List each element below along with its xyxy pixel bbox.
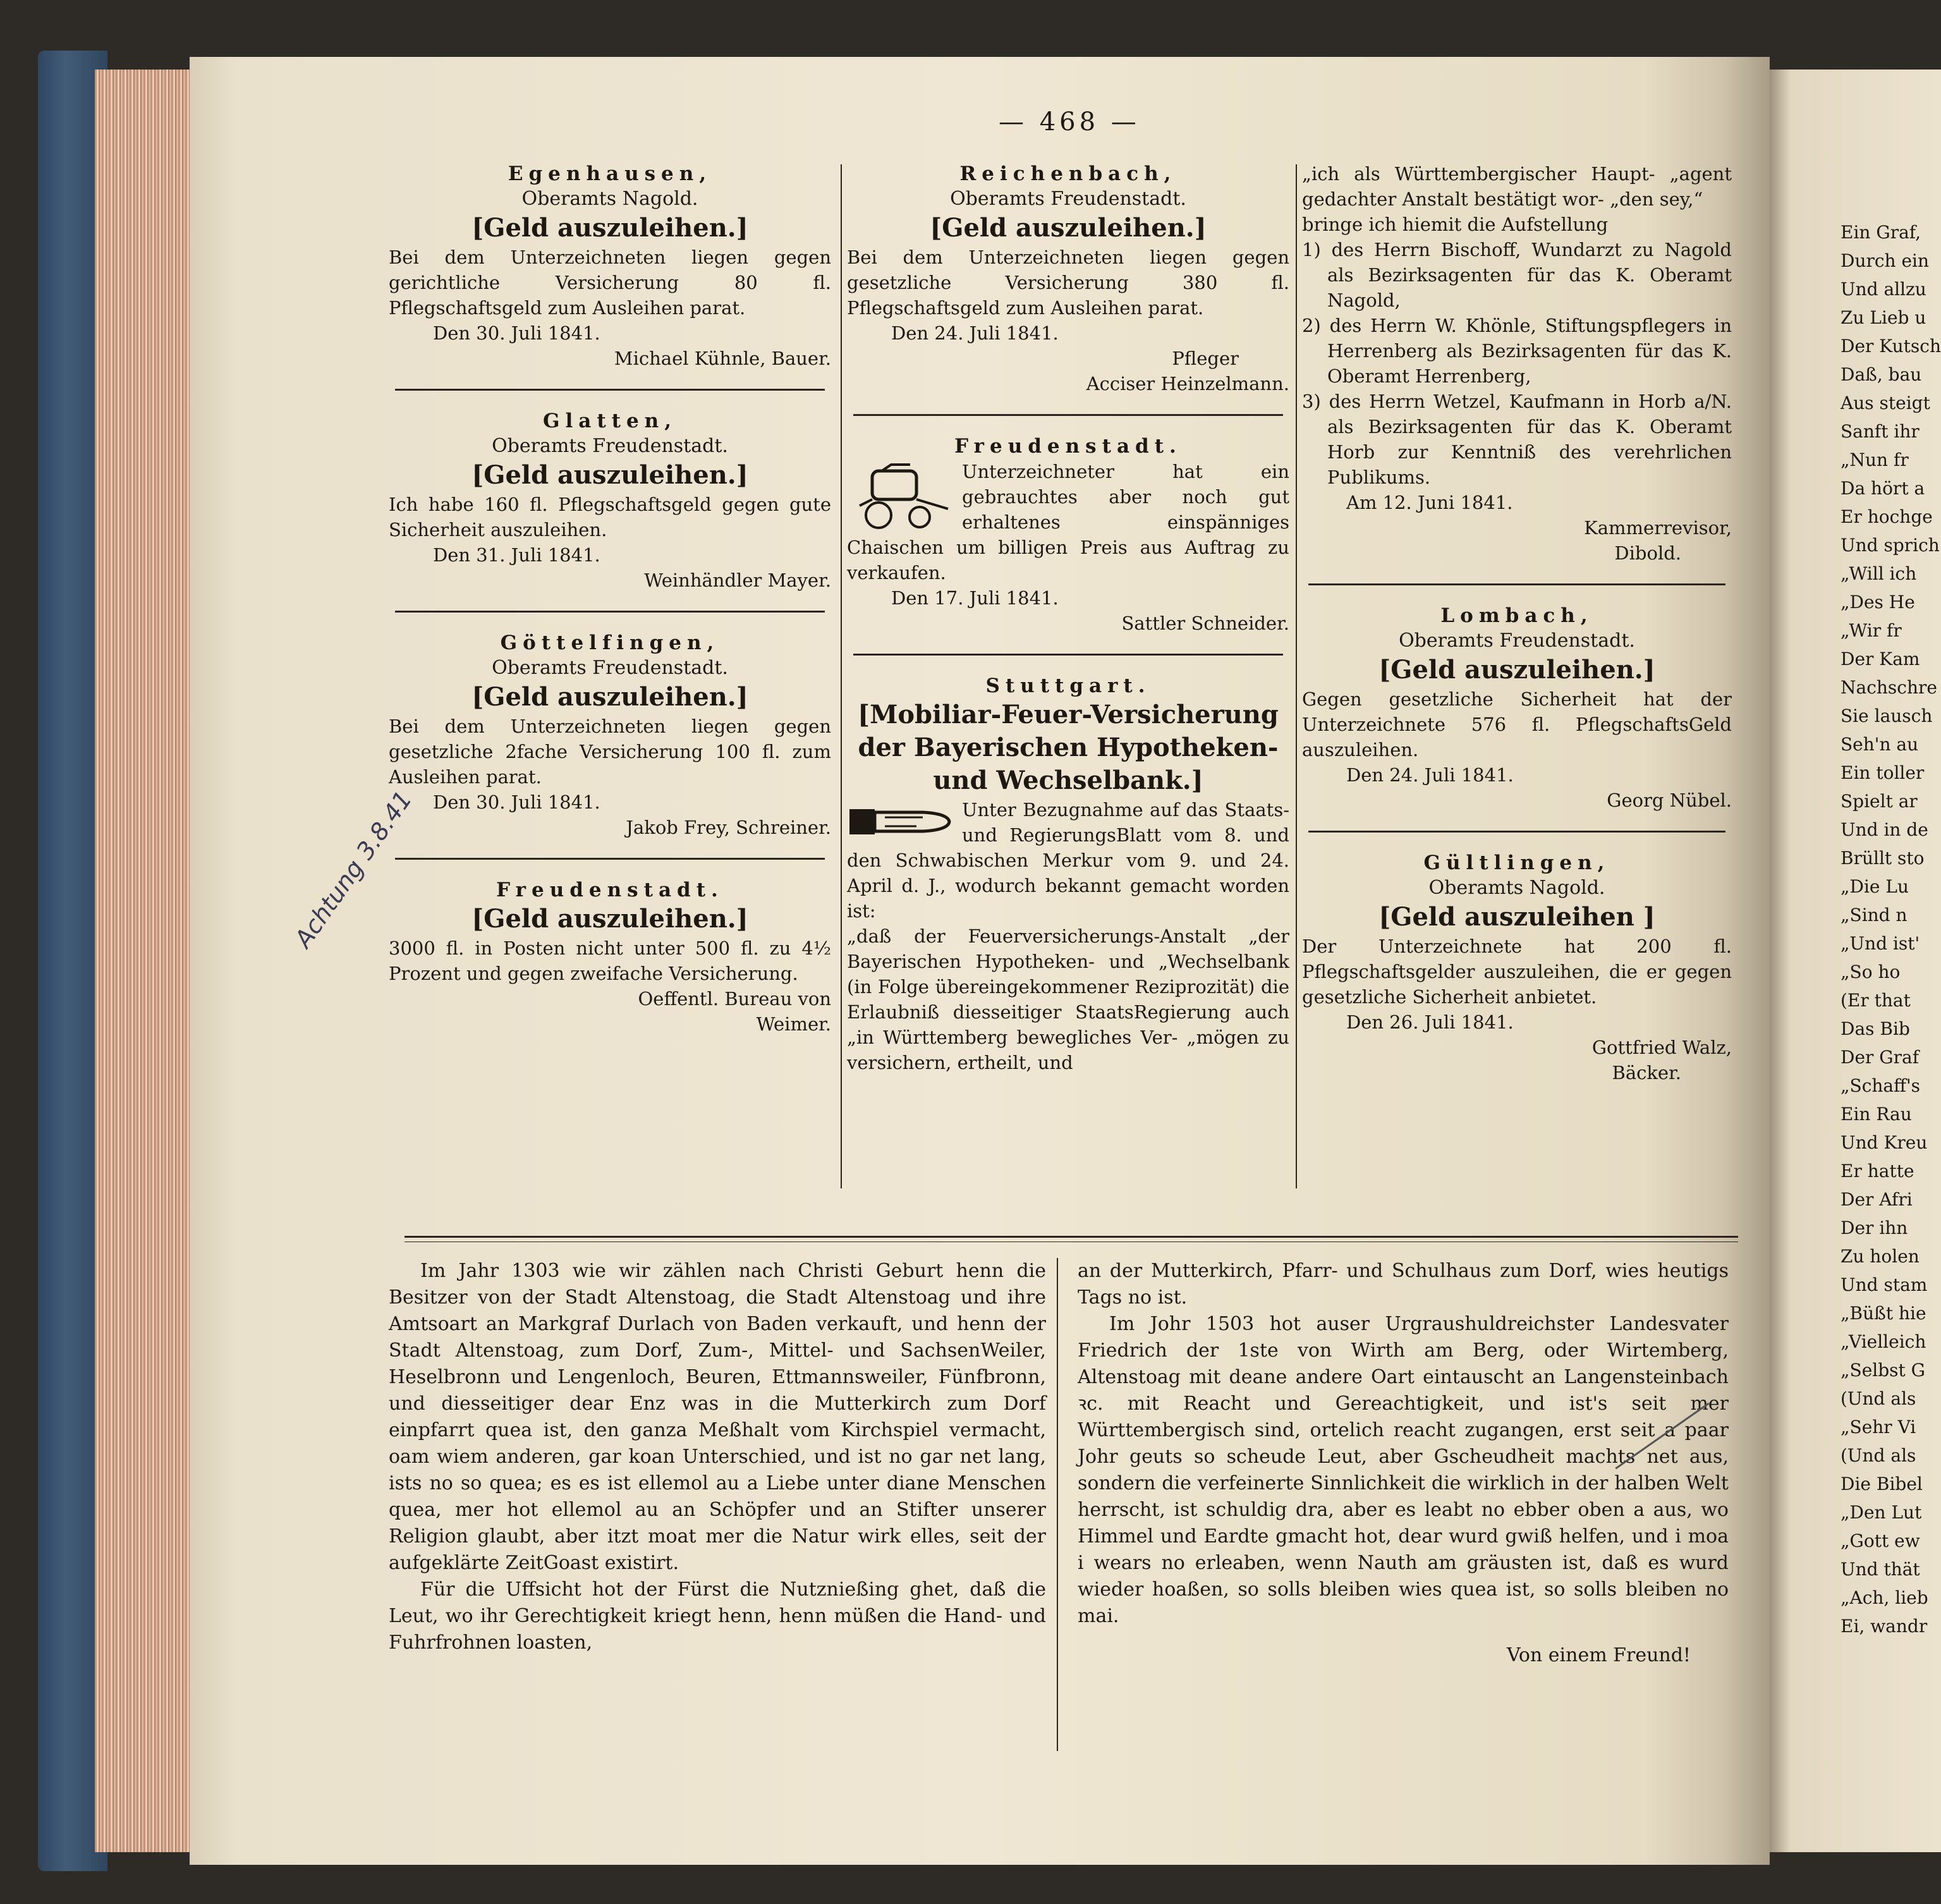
- text-line: „Schaff's: [1841, 1075, 1921, 1096]
- ad-body-wrap: [847, 459, 1289, 585]
- text-line: Und in de: [1841, 819, 1928, 840]
- ad-signature: Georg Nübel.: [1607, 790, 1732, 811]
- ad-separator: [853, 414, 1283, 416]
- list-item: 3) des Herrn Wetzel, Kaufmann in Horb a/N. als Bezirksagenten für das K. Oberamt Horb zur Kenntniß des verehrlichen Publikums.: [1302, 391, 1732, 488]
- column-2: [847, 161, 1289, 1075]
- text-line: „Des He: [1841, 592, 1915, 613]
- ad-date: Den 26. Juli 1841.: [1346, 1011, 1514, 1033]
- ad-egenhausen: [389, 161, 831, 371]
- column-divider: [1296, 164, 1297, 1188]
- ad-place: Gültlingen,: [1423, 851, 1610, 874]
- ad-body: 3000 fl. in Posten nicht unter 500 fl. zu 4½ Prozent und gegen zweifache Versicherung.: [389, 937, 831, 984]
- text-line: „Ach, lieb: [1841, 1587, 1928, 1608]
- ad-signature: Oeffentl. Bureau von: [638, 988, 831, 1010]
- text-line: Zu holen: [1841, 1246, 1920, 1267]
- text-line: „Die Lu: [1841, 876, 1909, 897]
- text-line: Und Kreu: [1841, 1132, 1928, 1153]
- story-paragraph: Im Johr 1503 hot auser Urgraushuldreichster Landesvater Friedrich der 1ste von Wirth am Berg, oder Wirtemberg, Altenstoag mit deane andere Oart eintauscht an Langensteinbach ꝛc. mit Reacht und Gereachtigkeit, und ist's seit mer Württembergisch sind, ortelich reacht zugangen, erst seit a paar Johr geuts so scheude Leut, aber Gscheudheit machts net aus, sondern die verfeinerte Sinnlichkeit die wirklich in der halben Welt herrscht, ist schuldig dra, aber es leabt no ebber oben a aus, wo Himmel und Eardte gmacht hot, dear wurd gwiß helfen, und i moa i wears no erleaben, wenn Nauth am gräusten ist, daß es wurd wieder hoaßen, so solls bleiben wies quea ist, so solls bleiben no mai.: [1078, 1313, 1729, 1627]
- text-line: Da hört a: [1841, 478, 1925, 499]
- ad-separator: [853, 654, 1283, 656]
- ad-separator: [1308, 583, 1725, 585]
- ad-body: Ich habe 160 fl. Pflegschaftsgeld gegen gute Sicherheit auszuleihen.: [389, 494, 831, 540]
- text-line: „Will ich: [1841, 563, 1917, 584]
- text-line: „Selbst G: [1841, 1360, 1926, 1381]
- text-line: „Büßt hie: [1841, 1303, 1926, 1324]
- text-line: „Sehr Vi: [1841, 1417, 1916, 1437]
- text-line: Aus steigt: [1841, 393, 1930, 413]
- story-right-column: [1078, 1258, 1729, 1669]
- ad-heading: [Geld auszuleihen.]: [472, 213, 748, 243]
- text-line: Der Kam: [1841, 649, 1920, 669]
- ad-signature: Jakob Frey, Schreiner.: [626, 817, 831, 838]
- story-paragraph: Für die Uffsicht hot der Fürst die Nutznießing ghet, daß die Leut, wo ihr Gerechtigkeit kriegt henn, henn müßen die Hand- und Fuhrfrohnen loasten,: [389, 1578, 1046, 1654]
- text-line: Und sprich: [1841, 535, 1940, 556]
- text-line: Und stam: [1841, 1274, 1928, 1295]
- handwritten-note: Achtung 3.8.41: [289, 786, 418, 953]
- ad-place: Freudenstadt.: [954, 435, 1182, 458]
- ad-place: Reichenbach,: [959, 162, 1177, 185]
- ad-date: Den 24. Juli 1841.: [1346, 764, 1514, 786]
- ad-goettelfingen: [389, 630, 831, 840]
- ad-district: Oberamts Freudenstadt.: [492, 435, 728, 457]
- ad-place: Lombach,: [1440, 604, 1593, 627]
- text-line: Der Graf: [1841, 1047, 1920, 1068]
- ad-signature: Michael Kühnle, Bauer.: [614, 348, 831, 369]
- text-line: Die Bibel: [1841, 1474, 1923, 1494]
- ad-signature: Kammerrevisor,: [1584, 517, 1732, 539]
- text-line: Der Afri: [1841, 1189, 1913, 1210]
- text-line: Ein toller: [1841, 762, 1925, 783]
- ad-signature: Weimer.: [756, 1013, 831, 1035]
- ad-gueltlingen: [1302, 850, 1732, 1085]
- ad-place: Freudenstadt.: [496, 879, 724, 901]
- text-line: Ein Rau: [1841, 1104, 1912, 1125]
- ad-place: Stuttgart.: [985, 674, 1151, 697]
- story-paragraph: an der Mutterkirch, Pfarr- und Schulhaus zum Dorf, wies heutigs Tags no ist.: [1078, 1260, 1729, 1309]
- text-line: (Er that: [1841, 990, 1911, 1011]
- text-line: „Vielleich: [1841, 1331, 1926, 1352]
- ad-separator: [395, 611, 825, 613]
- text-line: Er hatte: [1841, 1161, 1914, 1181]
- column-1: [389, 161, 831, 1037]
- text-line: „So ho: [1841, 961, 1901, 982]
- list-item: 2) des Herrn W. Khönle, Stiftungspflegers in Herrenberg als Bezirksagenten für das K. Oberamt Herrenberg,: [1302, 315, 1732, 387]
- column-divider: [1057, 1258, 1058, 1751]
- right-page-text: [1841, 218, 1941, 1640]
- page-edges: [95, 70, 196, 1852]
- ad-body-wrap: [847, 797, 1289, 924]
- text-line: Durch ein: [1841, 250, 1930, 271]
- text-line: (Und als: [1841, 1445, 1916, 1466]
- ad-place: Egenhausen,: [508, 162, 712, 185]
- column-3: [1302, 161, 1732, 1085]
- ad-body: Gegen gesetzliche Sicherheit hat der Unterzeichnete 576 fl. PflegschaftsGeld auszuleihen.: [1302, 688, 1732, 760]
- text-line: Und allzu: [1841, 279, 1926, 300]
- ad-glatten: [389, 408, 831, 593]
- ad-date: Am 12. Juni 1841.: [1346, 492, 1513, 513]
- ad-signature: Sattler Schneider.: [1121, 613, 1289, 634]
- ad-body: bringe ich hiemit die Aufstellung: [1302, 214, 1609, 235]
- ad-heading: [Geld auszuleihen ]: [1378, 902, 1655, 932]
- ad-separator: [395, 858, 825, 860]
- text-line: Sanft ihr: [1841, 421, 1920, 442]
- ad-date: Den 31. Juli 1841.: [433, 544, 600, 566]
- text-line: „Den Lut: [1841, 1502, 1922, 1523]
- ad-quote: „daß der Feuerversicherungs-Anstalt „der Bayerischen Hypotheken- und „Wechselbank (in Folge übereingekommener Reziprozität) die Erlaubniß diesseitiger StaatsRegierung auch „in Württemberg bewegliches Ver- „mögen zu versichern, ertheilt, und: [847, 925, 1289, 1073]
- ad-body: Unter Bezugnahme auf das Staats- und RegierungsBlatt vom 8. und den Schwabischen Merkur vom 9. und 24. April d. J., wodurch bekannt gemacht worden ist:: [847, 799, 1289, 922]
- text-line: Sie lausch: [1841, 705, 1933, 726]
- ad-heading: [Geld auszuleihen.]: [472, 460, 748, 490]
- ad-freudenstadt-carriage: [847, 434, 1289, 636]
- text-line: Daß, bau: [1841, 364, 1922, 385]
- text-line: Der Kutsch: [1841, 336, 1941, 357]
- ad-district: Oberamts Freudenstadt.: [950, 188, 1186, 210]
- ad-place: Göttelfingen,: [500, 632, 720, 654]
- ad-date: Den 30. Juli 1841.: [433, 791, 600, 813]
- ad-district: Oberamts Nagold.: [1428, 877, 1605, 899]
- text-line: Ein Graf,: [1841, 222, 1921, 243]
- ad-district: Oberamts Freudenstadt.: [492, 657, 728, 679]
- ad-heading: [Geld auszuleihen.]: [472, 682, 748, 712]
- text-line: „Sind n: [1841, 905, 1908, 925]
- ad-date: Den 30. Juli 1841.: [433, 322, 600, 344]
- story-signature: Von einem Freund!: [1506, 1644, 1691, 1666]
- ad-place: Glatten,: [542, 410, 678, 432]
- carriage-icon: [847, 461, 954, 531]
- ad-stuttgart-continued: [1302, 161, 1732, 566]
- page-number: — 468 —: [999, 107, 1140, 137]
- section-divider: [405, 1236, 1738, 1238]
- ad-signature: Acciser Heinzelmann.: [1086, 373, 1289, 394]
- list-item: 1) des Herrn Bischoff, Wundarzt zu Nagold als Bezirksagenten für das K. Oberamt Nagold,: [1302, 239, 1732, 311]
- text-line: Nachschre: [1841, 677, 1937, 698]
- ad-quote: „ich als Württembergischer Haupt- „agent gedachter Anstalt bestätigt wor- „den sey,“: [1302, 163, 1732, 210]
- ad-signature: Pfleger: [1172, 348, 1239, 369]
- text-line: Der ihn: [1841, 1217, 1908, 1238]
- ad-body: Der Unterzeichnete hat 200 fl. Pflegschaftsgelder auszuleihen, die er gegen gesetzliche Sicherheit anbietet.: [1302, 936, 1732, 1008]
- text-line: Ei, wandr: [1841, 1616, 1928, 1637]
- text-line: Er hochge: [1841, 506, 1933, 527]
- text-line: „Wir fr: [1841, 620, 1902, 641]
- ad-body: Bei dem Unterzeichneten liegen gegen gesetzliche 2fache Versicherung 100 fl. zum Ausleihen parat.: [389, 716, 831, 788]
- ad-heading: [Geld auszuleihen.]: [1378, 655, 1655, 685]
- ad-body: Bei dem Unterzeichneten liegen gegen gerichtliche Versicherung 80 fl. Pflegschaftsgeld zum Ausleihen parat.: [389, 247, 831, 319]
- ad-heading: [Geld auszuleihen.]: [472, 904, 748, 934]
- ad-signature: Bäcker.: [1612, 1062, 1681, 1083]
- column-divider: [841, 164, 842, 1188]
- ad-signature: Gottfried Walz,: [1591, 1037, 1732, 1058]
- ad-district: Oberamts Nagold.: [521, 188, 698, 210]
- ad-body: Unterzeichneter hat ein gebrauchtes aber noch gut erhaltenes einspänniges Chaischen um billigen Preis aus Auftrag zu verkaufen.: [847, 461, 1289, 583]
- ad-reichenbach: [847, 161, 1289, 396]
- text-line: Seh'n au: [1841, 734, 1919, 755]
- ad-body: Bei dem Unterzeichneten liegen gegen gesetzliche Versicherung 380 fl. Pflegschaftsgeld zum Ausleihen parat.: [847, 247, 1289, 319]
- text-line: Brüllt sto: [1841, 848, 1925, 869]
- text-line: „Nun fr: [1841, 449, 1909, 470]
- ad-heading: [Geld auszuleihen.]: [930, 213, 1207, 243]
- text-line: „Gott ew: [1841, 1530, 1920, 1551]
- ad-signature: Weinhändler Mayer.: [644, 570, 831, 591]
- text-line: Das Bib: [1841, 1018, 1910, 1039]
- ad-stuttgart: [847, 673, 1289, 1075]
- story-paragraph: Im Jahr 1303 wie wir zählen nach Christi Geburt henn die Besitzer von der Stadt Altenstoag, die Stadt Altenstoag und ihre Amtsoart an Markgraf Durlach von Baden verkauft, und henn der Stadt Altenstoag, zum Dorf, Zum-, Mittel- und SachsenWeiler, Heselbronn und Lengenloch, Beuren, Ettmannsweiler, Fünfbronn, und diesseitiger dear Enz was in die Mutterkirch zum Dorf einpfarrt quea ist, den ganza Meßhalt vom Kirchspiel vermacht, oam wiem anderen, gar koan Unterschied, und ist no gar net lang, ists no so quea; es es ist ellemol au a Liebe unter diane Menschen quea, mer hot ellemol au an Schöpfer und an Stifter unserer Religion glaubt, aber itzt moat mer die Natur wirk elles, seit der aufgeklärte ZeitGoast existirt.: [389, 1260, 1046, 1574]
- ad-separator: [395, 389, 825, 391]
- text-line: Und thät: [1841, 1559, 1920, 1580]
- ad-date: Den 17. Juli 1841.: [891, 587, 1059, 609]
- ad-district: Oberamts Freudenstadt.: [1399, 630, 1635, 652]
- ad-freudenstadt-bureau: [389, 877, 831, 1037]
- ad-lombach: [1302, 603, 1732, 813]
- text-line: Zu Lieb u: [1841, 307, 1926, 328]
- pointing-hand-icon: [847, 800, 954, 844]
- ad-date: Den 24. Juli 1841.: [891, 322, 1059, 344]
- ad-separator: [1308, 831, 1725, 833]
- text-line: „Und ist': [1841, 933, 1920, 954]
- ad-heading: [Mobiliar-Feuer-Versicherung der Bayerischen Hypotheken- und Wechselbank.]: [858, 700, 1279, 795]
- story-left-column: [389, 1258, 1046, 1656]
- text-line: (Und als: [1841, 1388, 1916, 1409]
- text-line: Spielt ar: [1841, 791, 1918, 812]
- ad-signature: Dibold.: [1614, 542, 1681, 564]
